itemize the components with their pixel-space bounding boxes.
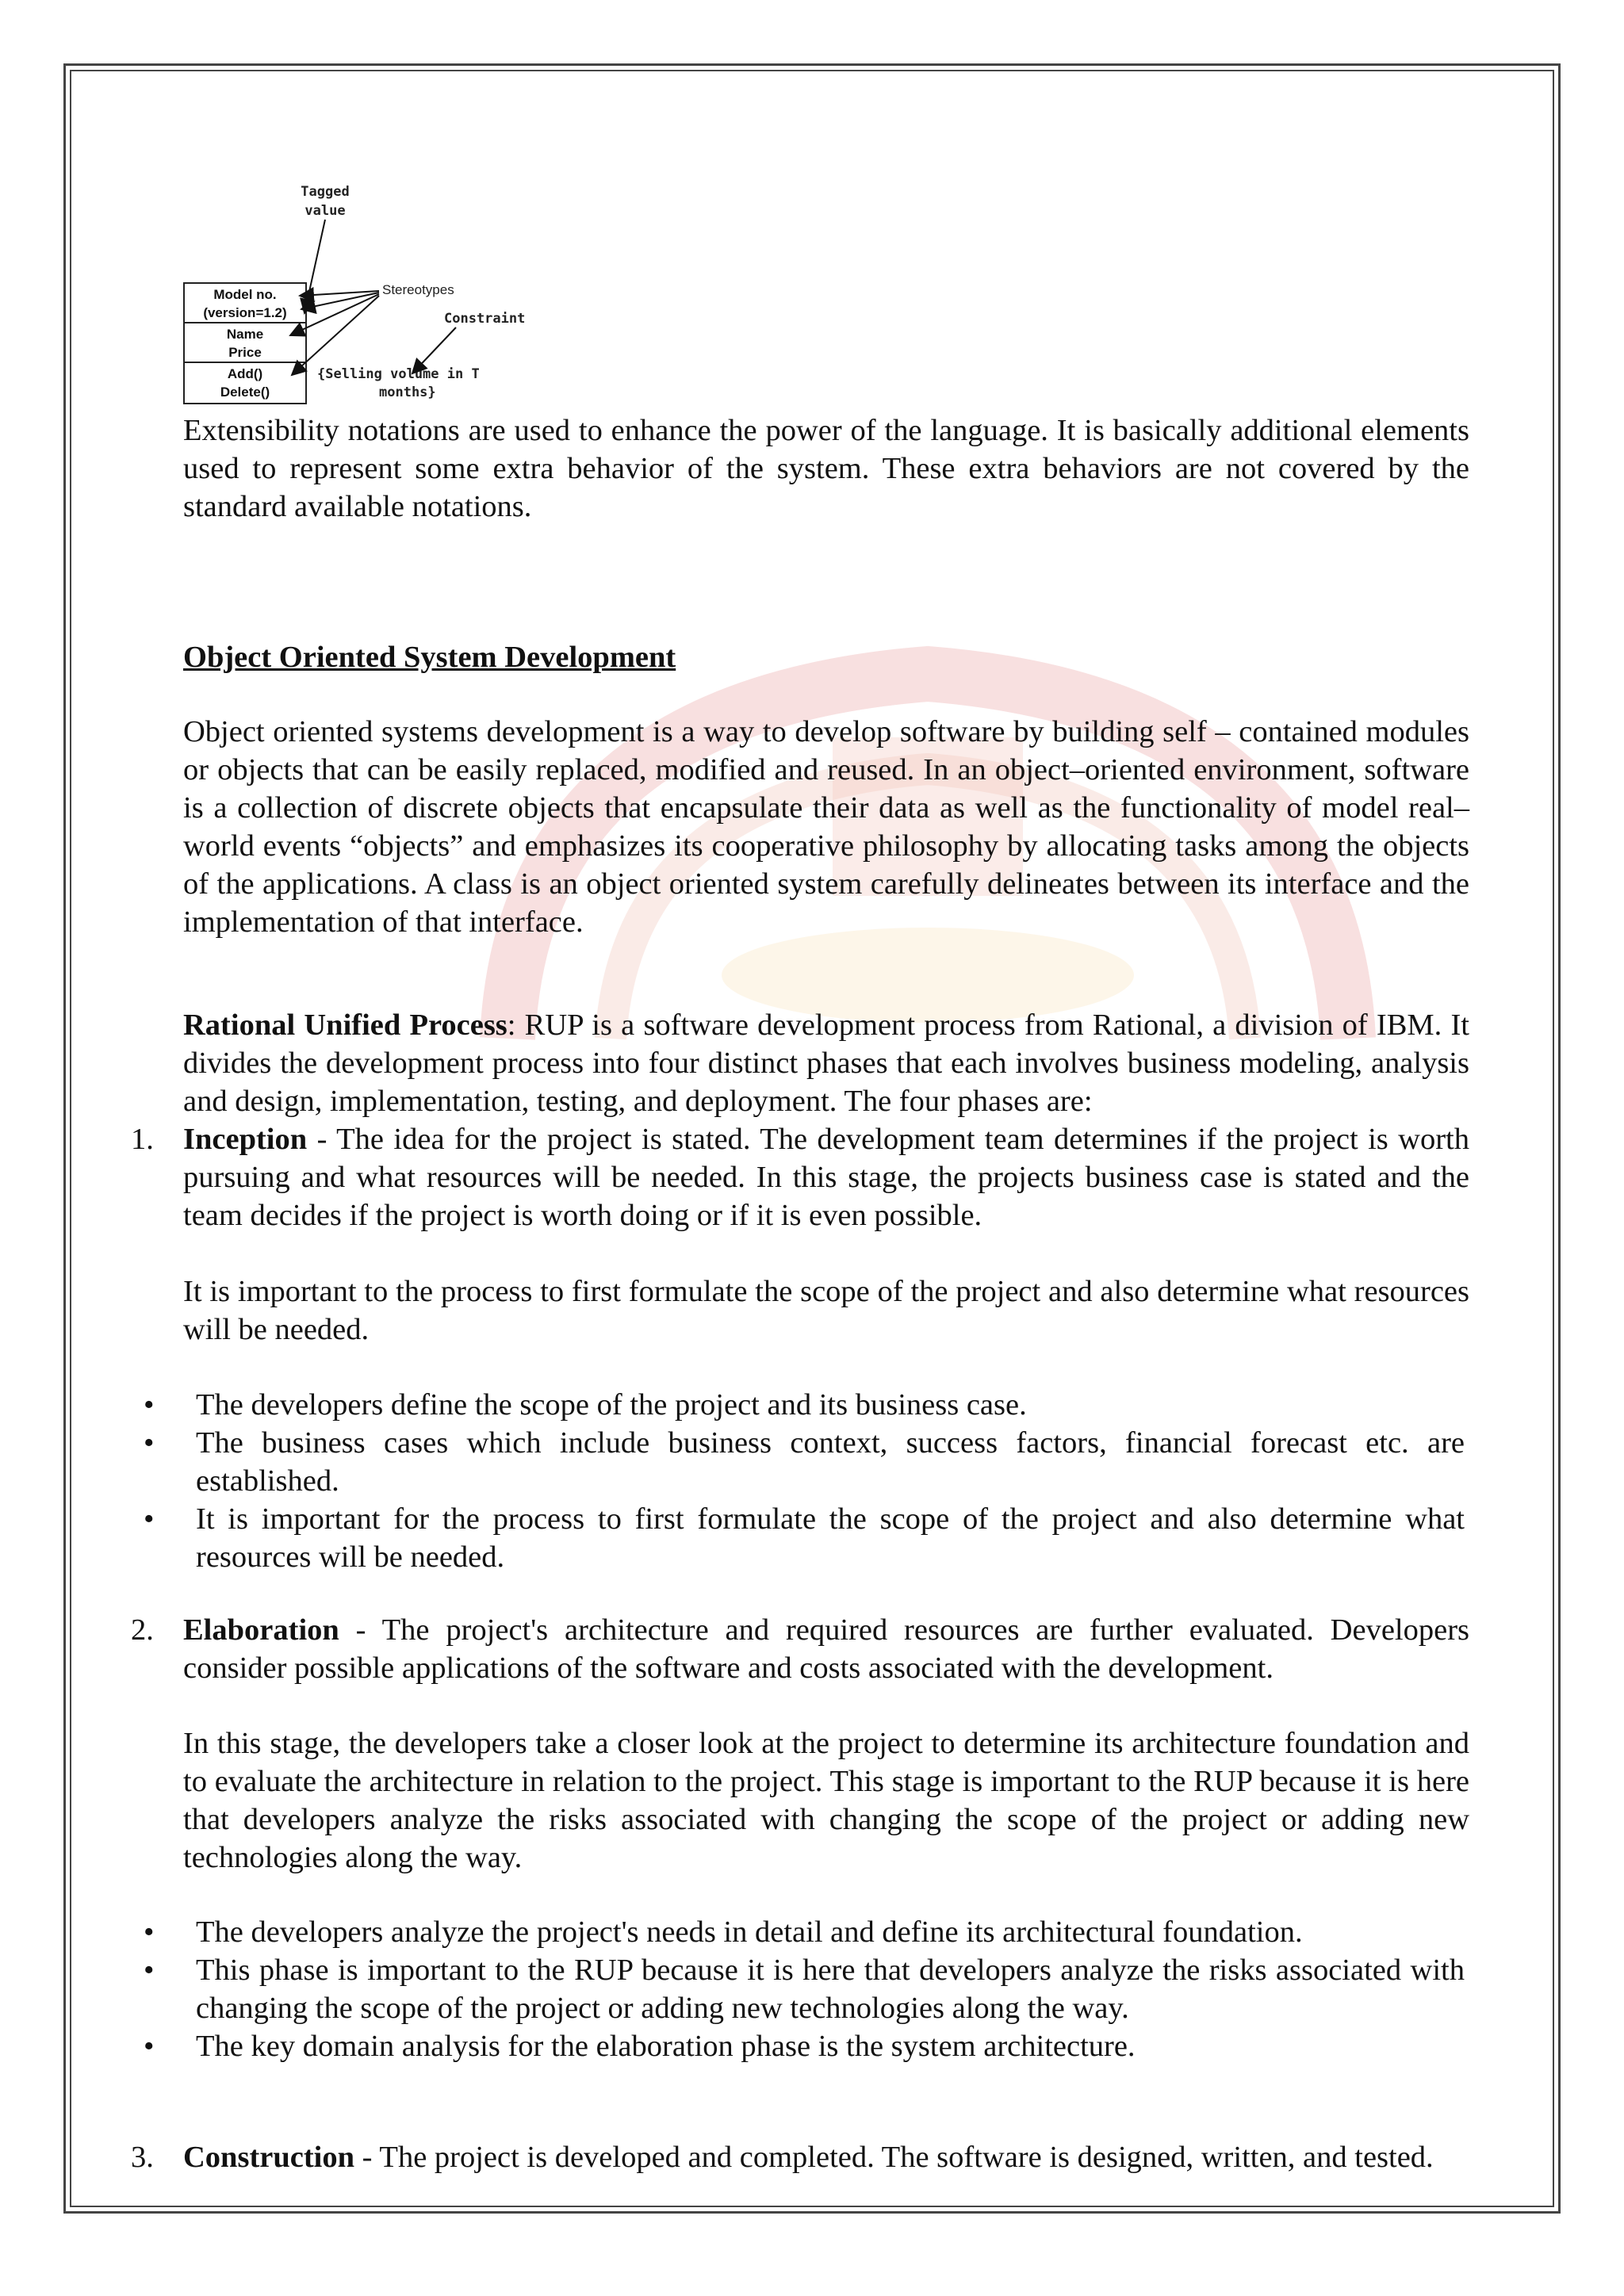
svg-text:(version=1.2): (version=1.2)	[203, 305, 287, 320]
phase-number: 1.	[131, 1123, 154, 1156]
constraint-text: {Selling volume in T	[317, 366, 480, 382]
rup-term: Rational Unified Process	[183, 1008, 508, 1042]
svg-text:Name: Name	[226, 327, 264, 342]
class-box	[184, 283, 306, 404]
bullet-marker: •	[144, 1954, 155, 1987]
uml-extensibility-diagram	[174, 178, 555, 408]
svg-text:Price: Price	[228, 345, 262, 360]
svg-text:Add(): Add()	[227, 366, 263, 381]
list-item: The business cases which include business context, success factors, financial forecast etc. are established.	[196, 1426, 1465, 1498]
phase-number: 3.	[131, 2141, 154, 2174]
phase-detail: In this stage, the developers take a closer look at the project to determine its architecture foundation and to evaluate the architecture in relation to the project. This stage is important to the RUP because it is here that developers analyze the risks associated with changing the scope of the project or adding new technologies along the way.	[183, 1727, 1469, 1874]
list-item: It is important for the process to first formulate the scope of the project and also determine what resources will be needed.	[196, 1502, 1465, 1574]
diagram-arrows	[290, 220, 456, 375]
section-heading: Object Oriented System Development	[183, 641, 676, 674]
extensibility-paragraph: Extensibility notations are used to enhance the power of the language. It is basically additional elements used to represent some extra behavior of the system. These extra behaviors are not covered by the standard available notations.	[183, 414, 1469, 523]
bullet-marker: •	[144, 1502, 155, 1536]
phase-term: Elaboration	[183, 1613, 339, 1647]
bullet-marker: •	[144, 2030, 155, 2063]
bullet-marker: •	[144, 1388, 155, 1422]
phase-term: Inception	[183, 1123, 308, 1156]
oosd-paragraph: Object oriented systems development is a way to develop software by building self – contained modules or objects that can be easily replaced, modified and reused. In an object–oriented environment, software is a collection of discrete objects that encapsulate their data as well as the functionality of model real–world events “objects” and emphasizes its cooperative philosophy by allocating tasks among the objects of the applications. A class is an object oriented system carefully delineates between its interface and the implementation of that interface.	[183, 715, 1469, 939]
rup-paragraph: Rational Unified Process: RUP is a software development process from Rational, a division of IBM. It divides the development process into four distinct phases that each involves business modeling, analysis and design, implementation, testing, and deployment. The four phases are:	[183, 1008, 1469, 1118]
svg-text:Model no.: Model no.	[213, 287, 277, 302]
stereotypes-label: Stereotypes	[382, 282, 454, 297]
list-item: The developers define the scope of the project and its business case.	[196, 1388, 1027, 1422]
bullet-marker: •	[144, 1915, 155, 1949]
phase-elaboration: Elaboration - The project's architecture and required resources are further evaluated. Developers consider possible applications of the software and costs associated with the development.	[183, 1613, 1469, 1685]
list-item: This phase is important to the RUP because it is here that developers analyze the risks associated with changing the scope of the project or adding new technologies along the way.	[196, 1954, 1465, 2025]
list-item: The developers analyze the project's needs in detail and define its architectural foundation.	[196, 1915, 1303, 1949]
phase-construction: Construction - The project is developed and completed. The software is designed, written, and tested.	[183, 2141, 1434, 2174]
bullet-marker: •	[144, 1426, 155, 1460]
svg-text:months}: months}	[379, 385, 436, 400]
svg-text:value: value	[304, 203, 346, 219]
phase-detail: It is important to the process to first formulate the scope of the project and also determine what resources will be needed.	[183, 1275, 1469, 1346]
svg-text:Delete(): Delete()	[220, 385, 270, 400]
tagged-value-label: Tagged	[301, 184, 350, 200]
constraint-label: Constraint	[444, 311, 526, 327]
phase-term: Construction	[183, 2141, 355, 2174]
phase-inception: Inception - The idea for the project is stated. The development team determines if the project is worth pursuing and what resources will be needed. In this stage, the projects business case is stated and the team decides if the project is worth doing or if it is even possible.	[183, 1123, 1469, 1232]
phase-number: 2.	[131, 1613, 154, 1647]
list-item: The key domain analysis for the elaboration phase is the system architecture.	[196, 2030, 1136, 2063]
